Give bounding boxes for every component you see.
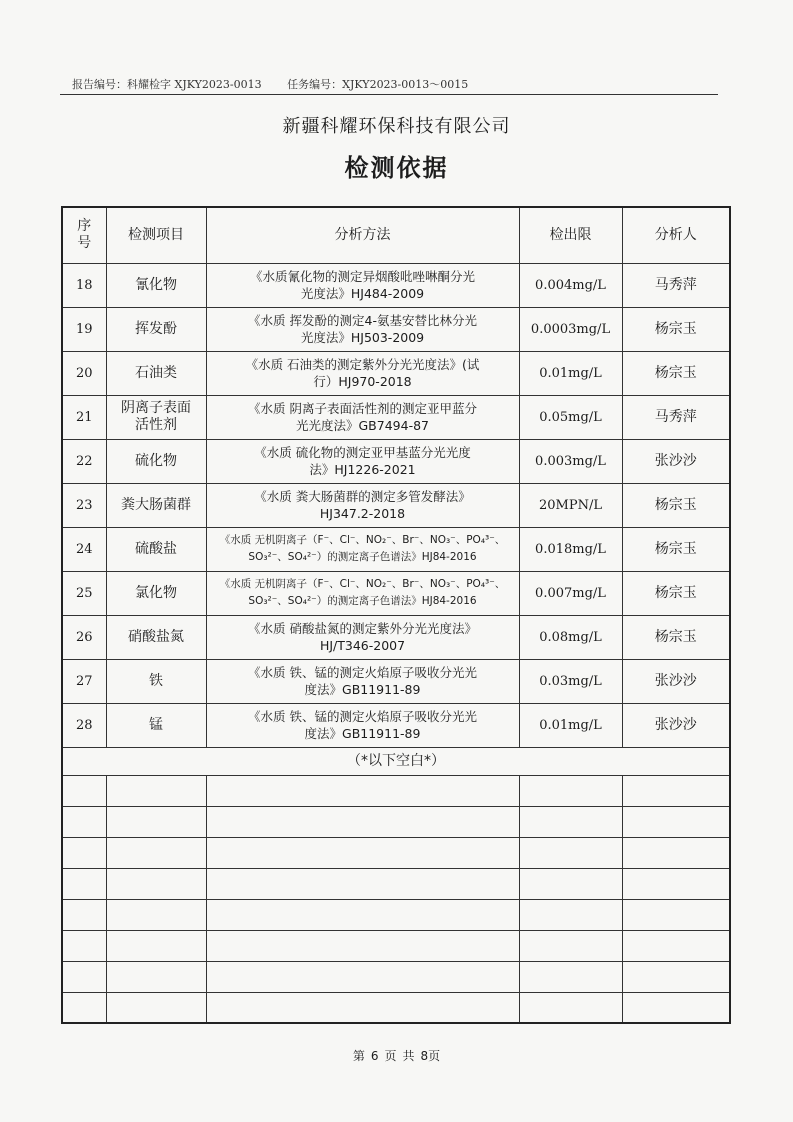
analysis-method-cell-line: 光度法》HJ484-2009: [300, 286, 425, 301]
detection-limit-cell: [519, 351, 622, 395]
detection-limit-cell: [519, 483, 622, 527]
empty-cell: [519, 775, 622, 806]
empty-cell: [62, 899, 106, 930]
test-item-cell-line: 石油类: [135, 364, 177, 381]
analysis-method-cell-line: 《水质 阴离子表面活性剂的测定亚甲蓝分: [248, 401, 477, 416]
detection-limit-cell: [519, 395, 622, 439]
analysis-method-cell-line: SO₃²⁻、SO₄²⁻）的测定离子色谱法》HJ84-2016: [248, 595, 477, 607]
analysis-method-cell: [206, 439, 519, 483]
detection-limit-cell: [519, 703, 622, 747]
serial-number-cell: [62, 351, 106, 395]
detection-limit-cell-line: 0.01mg/L: [539, 717, 602, 733]
detection-limit-cell-line: 20MPN/L: [539, 497, 602, 513]
analyst-cell: [622, 395, 730, 439]
analyst-cell: [622, 263, 730, 307]
header-divider: [60, 94, 718, 95]
analysis-method-cell-line: HJ/T346-2007: [319, 638, 406, 653]
test-item-cell: [106, 571, 206, 615]
test-item-cell-line: 锰: [149, 716, 163, 733]
empty-cell: [62, 775, 106, 806]
serial-number-cell: [62, 527, 106, 571]
test-item-cell: [106, 483, 206, 527]
analysis-method-cell-line: 度法》GB11911-89: [304, 682, 421, 697]
analyst-cell: [622, 307, 730, 351]
test-item-cell-line: 粪大肠菌群: [121, 496, 191, 513]
serial-number-cell-line: 28: [75, 717, 93, 733]
analyst-cell-line: 张沙沙: [654, 716, 697, 733]
empty-table-row: [62, 868, 730, 899]
empty-cell: [106, 837, 206, 868]
detection-limit-cell: [519, 307, 622, 351]
empty-cell: [106, 930, 206, 961]
serial-number-cell-line: 22: [75, 453, 93, 469]
analysis-method-cell-line: 《水质 粪大肠菌群的测定多管发酵法》: [254, 489, 471, 504]
detection-limit-cell-line: 0.08mg/L: [539, 629, 602, 645]
serial-number-cell-line: 25: [75, 585, 93, 601]
table-row: [62, 703, 730, 747]
header-serial-line2: 号: [77, 235, 92, 252]
empty-cell: [519, 930, 622, 961]
detection-limit-cell: [519, 571, 622, 615]
detection-limit-cell-line: 0.003mg/L: [535, 453, 606, 469]
test-item-cell: [106, 351, 206, 395]
empty-cell: [622, 806, 730, 837]
empty-cell: [106, 868, 206, 899]
analysis-method-cell-line: 《水质 硫化物的测定亚甲基蓝分光光度: [254, 445, 471, 460]
serial-number-cell: [62, 395, 106, 439]
analyst-cell-line: 杨宗玉: [654, 540, 697, 557]
empty-cell: [206, 961, 519, 992]
analysis-method-cell-line: 《水质氰化物的测定异烟酸吡唑啉酮分光: [249, 269, 475, 284]
empty-table-row: [62, 806, 730, 837]
analysis-method-cell-line: 《水质 无机阴离子（F⁻、Cl⁻、NO₂⁻、Br⁻、NO₃⁻、PO₄³⁻、: [219, 534, 506, 546]
analyst-cell-line: 杨宗玉: [654, 584, 697, 601]
header-serial-number: [62, 207, 106, 263]
table-row: [62, 307, 730, 351]
analysis-method-cell: [206, 527, 519, 571]
analyst-cell: [622, 439, 730, 483]
serial-number-cell: [62, 571, 106, 615]
empty-cell: [106, 899, 206, 930]
detection-limit-cell-line: 0.0003mg/L: [530, 321, 611, 337]
page-label-a: 第: [352, 1049, 365, 1063]
table-row: [62, 395, 730, 439]
test-item-cell: [106, 263, 206, 307]
test-item-cell: [106, 703, 206, 747]
empty-cell: [206, 775, 519, 806]
test-item-cell: [106, 527, 206, 571]
analysis-method-cell: [206, 263, 519, 307]
empty-cell: [622, 930, 730, 961]
detection-limit-cell: [519, 439, 622, 483]
empty-table-row: [62, 775, 730, 806]
analysis-method-cell-line: 《水质 铁、锰的测定火焰原子吸收分光光: [248, 709, 477, 724]
empty-cell: [519, 837, 622, 868]
analysis-method-cell-line: SO₃²⁻、SO₄²⁻）的测定离子色谱法》HJ84-2016: [248, 551, 477, 563]
analysis-method-cell-line: 《水质 硝酸盐氮的测定紫外分光光度法》: [248, 621, 477, 636]
analysis-method-cell-line: 行）HJ970-2018: [313, 374, 412, 389]
analyst-cell: [622, 571, 730, 615]
analyst-cell: [622, 351, 730, 395]
header-detection-limit: 检出限: [519, 207, 622, 263]
table-row: [62, 439, 730, 483]
analyst-cell: [622, 659, 730, 703]
test-item-cell-line: 阴离子表面: [121, 400, 191, 416]
analyst-cell-line: 张沙沙: [654, 452, 697, 469]
report-number: 报告编号：科耀检字 XJKY2023-0013: [72, 78, 262, 91]
analysis-method-cell-line: 法》HJ1226-2021: [309, 462, 416, 477]
empty-cell: [62, 837, 106, 868]
table-row: [62, 351, 730, 395]
detection-limit-cell-line: 0.018mg/L: [535, 541, 606, 557]
serial-number-cell-line: 24: [75, 541, 93, 557]
serial-number-cell-line: 19: [75, 321, 93, 337]
test-item-cell: [106, 659, 206, 703]
test-item-cell-line: 硝酸盐氮: [128, 628, 184, 645]
test-item-cell-line: 氰化物: [135, 276, 177, 293]
serial-number-cell: [62, 439, 106, 483]
test-item-cell: [106, 439, 206, 483]
table-header-row: [62, 207, 730, 263]
page-current: 6: [370, 1049, 379, 1063]
serial-number-cell: [62, 307, 106, 351]
empty-cell: [206, 899, 519, 930]
empty-cell: [519, 868, 622, 899]
analyst-cell-line: 马秀萍: [654, 276, 697, 293]
blank-note-row: [62, 747, 730, 775]
empty-cell: [622, 868, 730, 899]
header-serial-line1: 序: [77, 218, 92, 235]
empty-cell: [62, 961, 106, 992]
detection-limit-cell: [519, 615, 622, 659]
serial-number-cell: [62, 263, 106, 307]
empty-cell: [519, 899, 622, 930]
analysis-method-cell-line: 度法》GB11911-89: [304, 726, 421, 741]
serial-number-cell: [62, 615, 106, 659]
analyst-cell-line: 杨宗玉: [654, 496, 697, 513]
empty-table-row: [62, 961, 730, 992]
empty-table-row: [62, 899, 730, 930]
testing-basis-table: [61, 206, 731, 1024]
detection-limit-cell-line: 0.004mg/L: [535, 277, 606, 293]
empty-cell: [519, 961, 622, 992]
analyst-cell-line: 杨宗玉: [654, 628, 697, 645]
blank-note-text: （*以下空白*）: [62, 747, 730, 775]
analysis-method-cell-line: 《水质 石油类的测定紫外分光光度法》(试: [245, 357, 480, 372]
serial-number-cell: [62, 659, 106, 703]
empty-table-row: [62, 992, 730, 1023]
page-title: 检测依据: [344, 154, 449, 182]
analysis-method-cell: [206, 571, 519, 615]
serial-number-cell-line: 23: [75, 497, 93, 513]
table-row: [62, 483, 730, 527]
report-header: [72, 76, 490, 92]
empty-cell: [622, 899, 730, 930]
empty-cell: [206, 930, 519, 961]
empty-cell: [62, 930, 106, 961]
test-item-cell: [106, 307, 206, 351]
test-item-cell-line: 氯化物: [135, 584, 177, 601]
header-analysis-method: 分析方法: [206, 207, 519, 263]
empty-table-row: [62, 930, 730, 961]
serial-number-cell-line: 18: [75, 277, 93, 293]
serial-number-cell: [62, 483, 106, 527]
empty-cell: [519, 992, 622, 1023]
empty-cell: [206, 806, 519, 837]
empty-cell: [519, 806, 622, 837]
detection-limit-cell: [519, 659, 622, 703]
header-test-item: 检测项目: [106, 207, 206, 263]
analyst-cell-line: 张沙沙: [654, 672, 697, 689]
empty-cell: [62, 992, 106, 1023]
empty-cell: [62, 868, 106, 899]
page-label-c: 共: [402, 1049, 415, 1063]
test-item-cell-line: 铁: [149, 672, 163, 689]
empty-cell: [206, 868, 519, 899]
test-item-cell: [106, 615, 206, 659]
detection-limit-cell-line: 0.05mg/L: [539, 409, 602, 425]
empty-cell: [206, 837, 519, 868]
empty-cell: [106, 961, 206, 992]
analysis-method-cell: [206, 483, 519, 527]
test-item-cell-line: 活性剂: [135, 417, 177, 433]
table-row: [62, 263, 730, 307]
analysis-method-cell: [206, 351, 519, 395]
serial-number-cell-line: 21: [75, 409, 93, 425]
analyst-cell: [622, 615, 730, 659]
empty-cell: [106, 806, 206, 837]
header-analyst: 分析人: [622, 207, 730, 263]
empty-table-row: [62, 837, 730, 868]
table-row: [62, 527, 730, 571]
analyst-cell-line: 马秀萍: [654, 408, 697, 425]
empty-cell: [206, 992, 519, 1023]
page-label-b: 页: [384, 1049, 397, 1063]
analysis-method-cell: [206, 615, 519, 659]
analysis-method-cell: [206, 307, 519, 351]
empty-cell: [62, 806, 106, 837]
detection-limit-cell-line: 0.01mg/L: [539, 365, 602, 381]
analysis-method-cell: [206, 703, 519, 747]
serial-number-cell-line: 20: [75, 365, 93, 381]
table-row: [62, 571, 730, 615]
analysis-method-cell-line: HJ347.2-2018: [319, 506, 406, 521]
empty-cell: [622, 775, 730, 806]
analysis-method-cell-line: 光光度法》GB7494-87: [296, 418, 429, 433]
analyst-cell: [622, 483, 730, 527]
analyst-cell-line: 杨宗玉: [654, 364, 697, 381]
empty-cell: [622, 961, 730, 992]
test-item-cell-line: 挥发酚: [135, 320, 177, 337]
analysis-method-cell: [206, 659, 519, 703]
detection-limit-cell-line: 0.007mg/L: [535, 585, 606, 601]
analysis-method-cell-line: 《水质 挥发酚的测定4-氨基安替比林分光: [248, 313, 477, 328]
page-total: 8页: [420, 1049, 441, 1063]
empty-cell: [106, 992, 206, 1023]
test-item-cell-line: 硫酸盐: [135, 540, 177, 557]
analysis-method-cell-line: 光度法》HJ503-2009: [300, 330, 425, 345]
empty-cell: [622, 992, 730, 1023]
detection-limit-cell: [519, 527, 622, 571]
analyst-cell: [622, 703, 730, 747]
page-footer: [0, 1047, 793, 1064]
table-row: [62, 659, 730, 703]
analysis-method-cell-line: 《水质 铁、锰的测定火焰原子吸收分光光: [248, 665, 477, 680]
serial-number-cell-line: 27: [75, 673, 93, 689]
company-name: 新疆科耀环保科技有限公司: [282, 116, 511, 137]
analysis-method-cell: [206, 395, 519, 439]
task-number: 任务编号：XJKY2023-0013～0015: [287, 78, 469, 91]
serial-number-cell: [62, 703, 106, 747]
analyst-cell: [622, 527, 730, 571]
test-item-cell: [106, 395, 206, 439]
empty-cell: [622, 837, 730, 868]
test-item-cell-line: 硫化物: [135, 452, 177, 469]
serial-number-cell-line: 26: [75, 629, 93, 645]
analysis-method-cell-line: 《水质 无机阴离子（F⁻、Cl⁻、NO₂⁻、Br⁻、NO₃⁻、PO₄³⁻、: [219, 578, 506, 590]
empty-cell: [106, 775, 206, 806]
detection-limit-cell-line: 0.03mg/L: [539, 673, 602, 689]
analyst-cell-line: 杨宗玉: [654, 320, 697, 337]
detection-limit-cell: [519, 263, 622, 307]
table-row: [62, 615, 730, 659]
